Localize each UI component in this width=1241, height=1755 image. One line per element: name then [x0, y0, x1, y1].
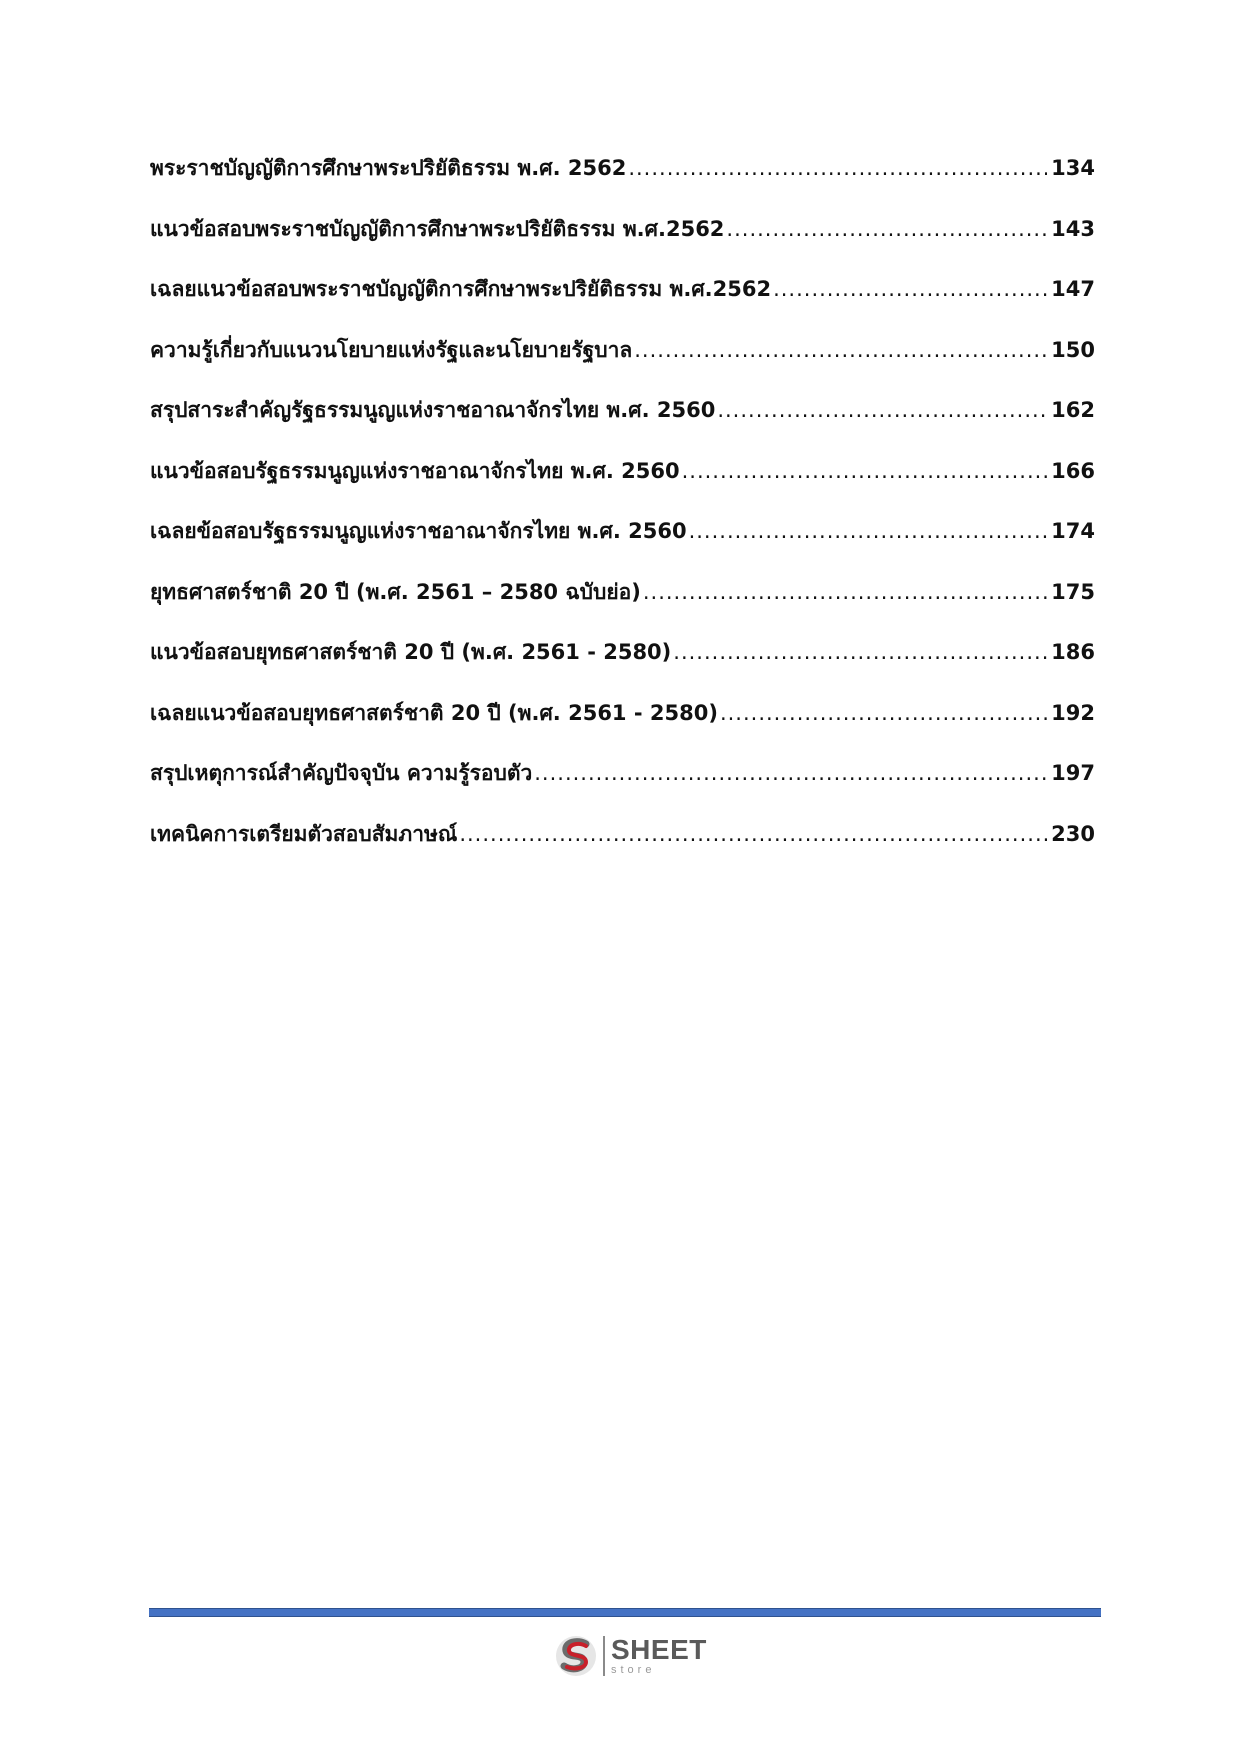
toc-entry-page: 175 [1051, 579, 1095, 604]
toc-entry-page: 134 [1051, 156, 1095, 180]
toc-entry-title: ความรู้เกี่ยวกับแนวนโยบายแห่งรัฐและนโยบายรัฐบาล [150, 337, 633, 362]
toc-entry[interactable] [150, 334, 1095, 395]
sheet-store-s-logo-icon [553, 1633, 599, 1679]
toc-dot-leader [459, 822, 1047, 846]
footer-rule [149, 1608, 1101, 1617]
toc-entry-title: ยุทธศาสตร์ชาติ 20 ปี (พ.ศ. 2561 – 2580 ฉบับย่อ) [150, 579, 641, 604]
toc-entry[interactable] [150, 273, 1095, 334]
toc-dot-leader [643, 580, 1047, 604]
toc-entry-page: 143 [1051, 216, 1095, 241]
toc-dot-leader [682, 459, 1048, 483]
toc-dot-leader [689, 519, 1048, 543]
toc-dot-leader [673, 640, 1047, 664]
toc-dot-leader [773, 277, 1047, 301]
toc-entry-page: 166 [1051, 458, 1095, 483]
toc-entry-title: แนวข้อสอบรัฐธรรมนูญแห่งราชอาณาจักรไทย พ.ศ. 2560 [150, 458, 680, 483]
toc-entry-title: แนวข้อสอบพระราชบัญญัติการศึกษาพระปริยัติธรรม พ.ศ.2562 [150, 216, 725, 241]
toc-dot-leader [726, 217, 1047, 241]
toc-entry-page: 162 [1051, 398, 1095, 422]
toc-entry-page: 230 [1051, 821, 1095, 846]
toc-dot-leader [534, 761, 1047, 785]
toc-entry-title: เฉลยแนวข้อสอบพระราชบัญญัติการศึกษาพระปริยัติธรรม พ.ศ.2562 [150, 277, 772, 301]
toc-entry[interactable] [150, 636, 1095, 697]
toc-entry-title: เฉลยแนวข้อสอบยุทธศาสตร์ชาติ 20 ปี (พ.ศ. 2561 - 2580) [150, 700, 718, 725]
toc-entry[interactable] [150, 455, 1095, 516]
toc-entry-page: 174 [1051, 519, 1095, 543]
logo-subword: store [611, 1664, 656, 1676]
toc-entry[interactable] [150, 515, 1095, 576]
table-of-contents [150, 152, 1095, 878]
toc-dot-leader [717, 398, 1047, 422]
toc-entry-title: เทคนิคการเตรียมตัวสอบสัมภาษณ์ [150, 821, 458, 846]
toc-entry[interactable] [150, 576, 1095, 637]
logo-wordmark [611, 1636, 707, 1676]
toc-entry-title: สรุปเหตุการณ์สำคัญปัจจุบัน ความรู้รอบตัว [150, 761, 533, 785]
toc-dot-leader [628, 156, 1047, 180]
toc-entry-title: พระราชบัญญัติการศึกษาพระปริยัติธรรม พ.ศ. 2562 [150, 156, 627, 180]
toc-entry[interactable] [150, 818, 1095, 879]
toc-entry-title: แนวข้อสอบยุทธศาสตร์ชาติ 20 ปี (พ.ศ. 2561 - 2580) [150, 640, 672, 664]
sheet-store-logo [553, 1630, 707, 1682]
toc-dot-leader [634, 338, 1047, 362]
toc-entry[interactable] [150, 697, 1095, 758]
logo-word: SHEET [611, 1634, 707, 1665]
logo-divider [603, 1636, 605, 1676]
toc-dot-leader [720, 701, 1047, 725]
toc-entry[interactable] [150, 152, 1095, 213]
toc-entry-title: เฉลยข้อสอบรัฐธรรมนูญแห่งราชอาณาจักรไทย พ.ศ. 2560 [150, 519, 687, 543]
toc-entry[interactable] [150, 213, 1095, 274]
toc-entry-page: 197 [1051, 761, 1095, 785]
toc-entry-page: 186 [1051, 640, 1095, 664]
toc-entry-page: 192 [1051, 700, 1095, 725]
toc-entry-page: 150 [1051, 337, 1095, 362]
toc-entry[interactable] [150, 757, 1095, 818]
toc-entry-page: 147 [1051, 277, 1095, 301]
toc-entry[interactable] [150, 394, 1095, 455]
toc-entry-title: สรุปสาระสำคัญรัฐธรรมนูญแห่งราชอาณาจักรไทย พ.ศ. 2560 [150, 398, 716, 422]
